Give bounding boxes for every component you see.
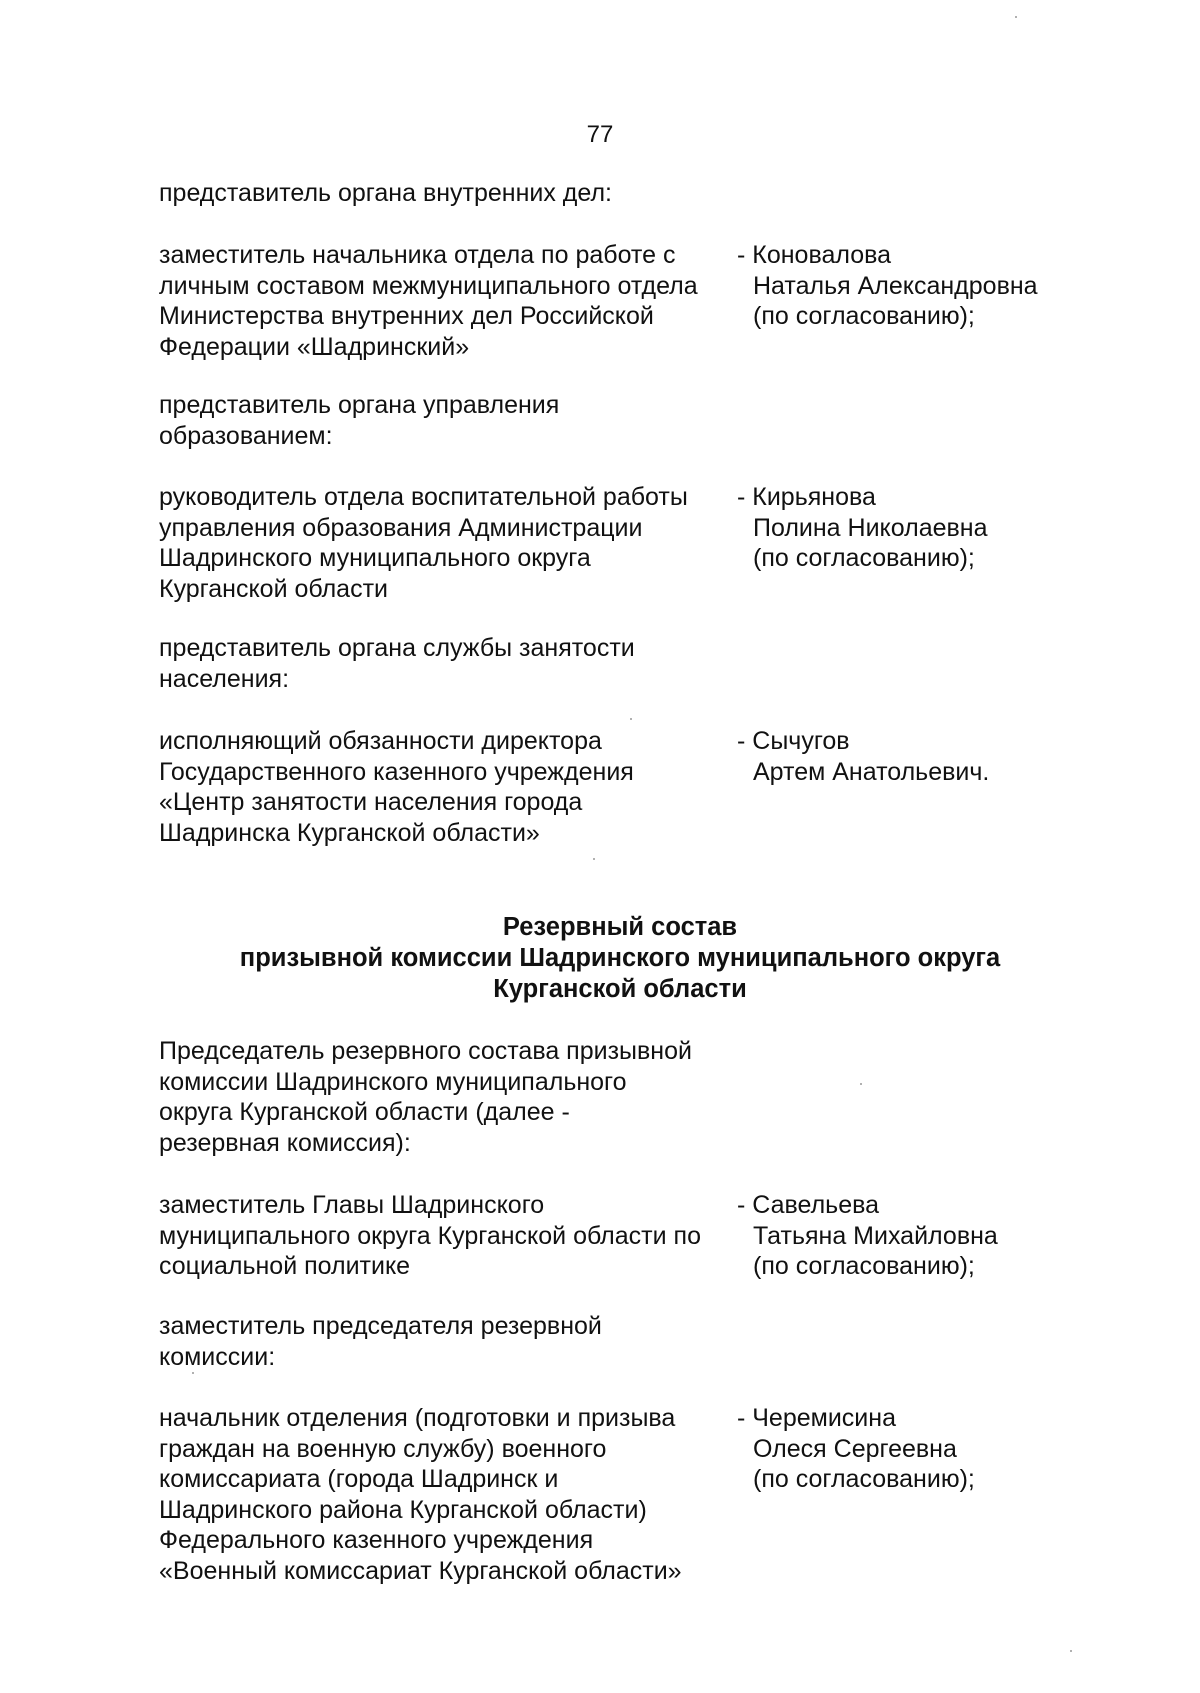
section-header-deputy: заместитель председателя резервной комиссии: <box>159 1312 602 1371</box>
role-description-deputy: начальник отделения (подготовки и призыва граждан на военную службу) военного комиссариата (города Шадринск и Шадринского района Курганской области) Федерального казенного учреждения «Военный комиссариат Курганской области» <box>159 1404 682 1585</box>
scan-speck <box>860 1083 862 1085</box>
scan-speck <box>1015 16 1017 18</box>
role-description-chairman: заместитель Главы Шадринского муниципального округа Курганской области по социальной политике <box>159 1191 701 1280</box>
scan-speck <box>192 1372 194 1374</box>
person-sychugov <box>737 726 1177 787</box>
person-name: - Черемисина Олеся Сергеевна (по согласованию); <box>737 1404 975 1493</box>
scan-speck <box>593 858 595 860</box>
section-header-education: представитель органа управления образованием: <box>159 391 560 450</box>
person-name: - Сычугов Артем Анатольевич. <box>737 727 990 786</box>
reserve-heading <box>160 912 1080 1005</box>
role-description-education: руководитель отдела воспитательной работы управления образования Администрации Шадринского муниципального округа Курганской области <box>159 483 688 603</box>
section-header-employment: представитель органа службы занятости населения: <box>159 634 635 693</box>
section-header-chairman: Председатель резервного состава призывной комиссии Шадринского муниципального округа Курганской области (далее - резервная комиссия): <box>159 1037 692 1157</box>
scan-speck <box>630 718 632 720</box>
person-name: - Коновалова Наталья Александровна (по согласованию); <box>737 241 1038 330</box>
person-konovalova <box>737 240 1177 332</box>
page-number: 77 <box>586 121 614 148</box>
person-kiryanova <box>737 482 1177 574</box>
reserve-heading-line2: призывной комиссии Шадринского муниципального округа <box>239 944 1001 972</box>
section-header-internal-affairs: представитель органа внутренних дел: <box>159 179 613 207</box>
reserve-heading-line3: Курганской области <box>493 975 747 1003</box>
person-name: - Савельева Татьяна Михайловна (по согласованию); <box>737 1191 998 1280</box>
scan-speck <box>1070 1650 1072 1652</box>
role-description-employment: исполняющий обязанности директора Государственного казенного учреждения «Центр занятости населения города Шадринска Курганской области» <box>159 727 634 847</box>
role-description-internal-affairs: заместитель начальника отдела по работе с личным составом межмуниципального отдела Министерства внутренних дел Российской Федерации «Шадринский» <box>159 241 698 361</box>
reserve-heading-line1: Резервный состав <box>502 913 738 941</box>
person-saveleva <box>737 1190 1177 1282</box>
person-name: - Кирьянова Полина Николаевна (по согласованию); <box>737 483 988 572</box>
person-cheremisina <box>737 1403 1177 1495</box>
